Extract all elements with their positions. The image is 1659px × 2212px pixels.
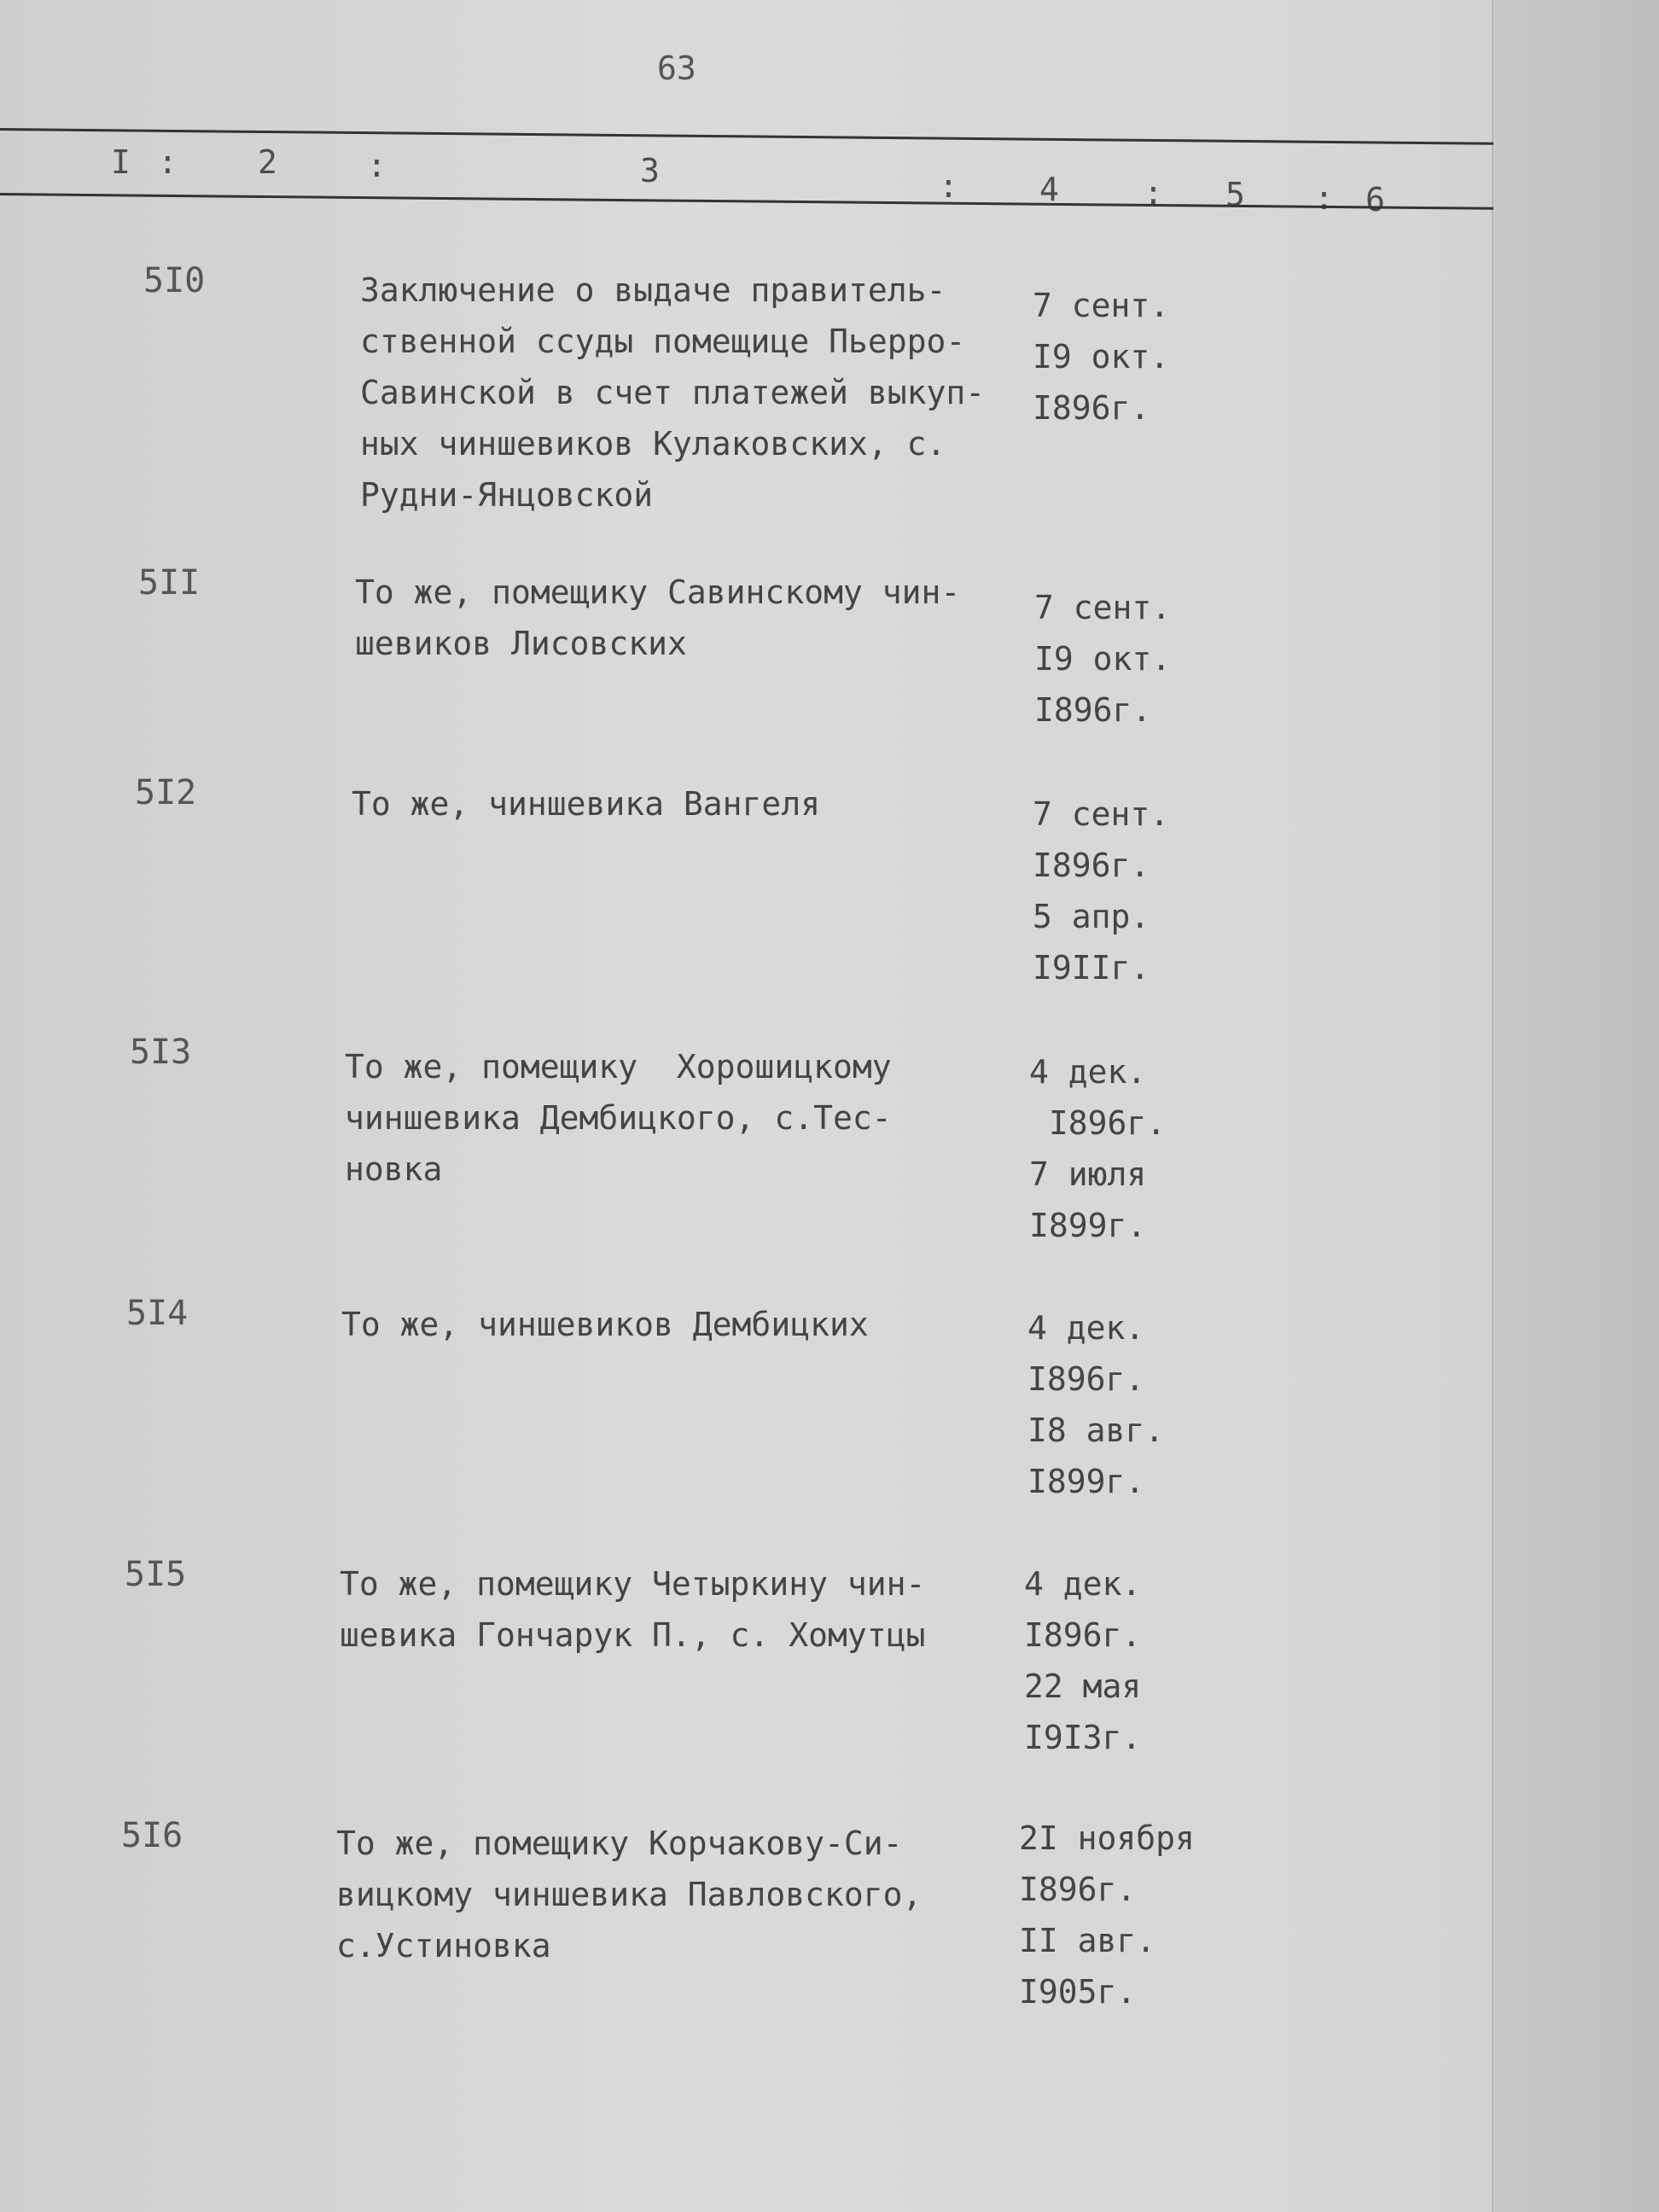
- entry-number: 5I6: [121, 1816, 183, 1855]
- page-number: 63: [657, 49, 696, 87]
- column-header-5: 5: [1225, 176, 1245, 213]
- column-header-separator-1: :: [158, 143, 178, 181]
- column-header-1: I: [111, 143, 131, 181]
- entry-number: 5II: [138, 563, 201, 602]
- column-header-separator-2: :: [367, 147, 387, 184]
- column-header-4: 4: [1039, 171, 1059, 208]
- column-header-2: 2: [258, 143, 277, 181]
- header-bottom-rule: [0, 193, 1493, 210]
- entry-description: То же, чиншевиков Дембицких: [341, 1306, 869, 1343]
- entry-dates: 4 дек. I896г. 22 мая I9I3г.: [1024, 1565, 1142, 1756]
- column-header-separator-5: :: [1314, 179, 1334, 217]
- entry-dates: 4 дек. I896г. 7 июля I899г.: [1029, 1053, 1167, 1244]
- entry-dates: 4 дек. I896г. I8 авг. I899г.: [1027, 1309, 1165, 1500]
- entry-number: 5I2: [135, 773, 197, 812]
- entry-number: 5I5: [125, 1555, 187, 1594]
- entry-description: То же, помещику Хорошицкому чиншевика Дембицкого, с.Тес- новка: [345, 1048, 892, 1188]
- column-header-separator-4: :: [1144, 174, 1163, 212]
- entry-dates: 2I ноября I896г. II авг. I905г.: [1019, 1819, 1195, 2011]
- header-top-rule: [0, 128, 1493, 145]
- page-edge-shadow: [1492, 0, 1659, 2212]
- entry-number: 5I4: [126, 1294, 189, 1333]
- entry-description: То же, чиншевика Вангеля: [352, 785, 821, 823]
- entry-description: Заключение о выдаче правитель- ственной ссуды помещице Пьерро- Савинской в счет платежей выкуп- ных чиншевиков Кулаковских, с. Рудни-Янцовской: [360, 271, 986, 514]
- entry-number: 5I0: [143, 261, 206, 300]
- entry-description: То же, помещику Савинскому чин- шевиков Лисовских: [355, 573, 961, 662]
- column-header-separator-3: :: [939, 167, 958, 205]
- entry-dates: 7 сент. I9 окт. I896г.: [1033, 287, 1170, 427]
- entry-description: То же, помещику Корчакову-Си- вицкому чиншевика Павловского, с.Устиновка: [336, 1825, 923, 1965]
- entry-dates: 7 сент. I9 окт. I896г.: [1034, 589, 1172, 729]
- entry-dates: 7 сент. I896г. 5 апр. I9IIг.: [1033, 795, 1170, 987]
- column-header-6: 6: [1365, 181, 1385, 218]
- column-header-3: 3: [640, 152, 660, 189]
- entry-number: 5I3: [130, 1033, 192, 1072]
- entry-description: То же, помещику Четыркину чин- шевика Гончарук П., с. Хомутцы: [340, 1565, 926, 1654]
